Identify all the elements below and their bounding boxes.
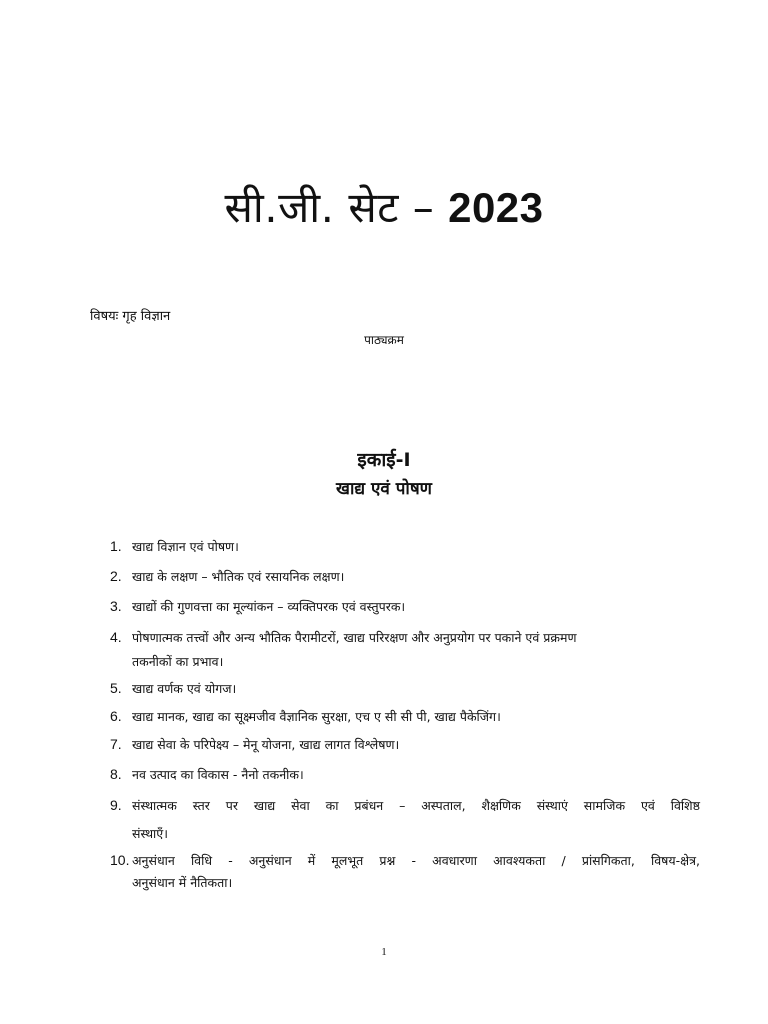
unit-name: खाद्य एवं पोषण [336,479,432,499]
topic-text: खाद्यों की गुणवत्ता का मूल्यांकन – व्यक्तिपरक एवं वस्तुपरक। [132,599,406,614]
syllabus-label: पाठ्यक्रम [364,333,404,347]
subject-line: विषयः गृह विज्ञान [90,309,171,324]
topic-text: अनुसंधान विधि - अनुसंधान में मूलभूत प्रश्न - अवधारणा आवश्यकता / प्रांसगिकता, विषय-क्षेत्र, [132,853,700,868]
topic-text: संस्थात्मक स्तर पर खाद्य सेवा का प्रबंधन – अस्पताल, शैक्षणिक संस्थाएं सामजिक एवं विशिष्ठ [132,798,700,813]
document-title [0,178,768,235]
topic-item [110,629,576,670]
topic-item [110,852,700,891]
topic-number: 7. [110,736,122,752]
topic-number: 6. [110,708,122,724]
topic-number: 3. [110,598,122,614]
topic-item [110,797,700,842]
topic-number: 9. [110,797,122,813]
topic-text: खाद्य सेवा के परिपेक्ष्य – मेनू योजना, खाद्य लागत विश्लेषण। [132,737,400,752]
topic-text: खाद्य वर्णक एवं योगज। [132,681,237,696]
topic-text: खाद्य मानक, खाद्य का सूक्ष्मजीव वैज्ञानिक सुरक्षा, एच ए सी सी पी, खाद्य पैकेजिंग। [132,709,501,724]
topic-number: 4. [110,629,122,645]
topic-item [110,766,304,783]
topic-item [110,708,501,725]
topic-text: पोषणात्मक तत्त्वों और अन्य भौतिक पैरामीटरों, खाद्य परिरक्षण और अनुप्रयोग पर पकाने एवं प्रक्रमण [132,630,577,645]
topic-item [110,680,236,697]
topic-item [110,538,239,555]
topic-number: 5. [110,680,122,696]
topic-text: खाद्य के लक्षण – भौतिक एवं रसायनिक लक्षण। [132,569,345,584]
topic-item [110,598,405,615]
topic-continuation: संस्थाएँ। [132,826,168,841]
topic-item [110,568,344,585]
title-text: सी.जी. सेट – [224,183,435,232]
page-number: 1 [381,946,387,958]
topic-number: 10. [110,852,130,868]
topic-continuation: तकनीकों का प्रभाव। [132,654,224,669]
unit-heading: इकाई-I [357,449,411,471]
title-year: 2023 [448,184,544,231]
topic-number: 8. [110,766,122,782]
topic-item [110,736,399,753]
topic-number: 1. [110,538,122,554]
topic-text: खाद्य विज्ञान एवं पोषण। [132,539,239,554]
topic-continuation: अनुसंधान में नैतिकता। [132,875,233,890]
topic-number: 2. [110,568,122,584]
topic-text: नव उत्पाद का विकास - नैनो तकनीक। [132,767,304,782]
